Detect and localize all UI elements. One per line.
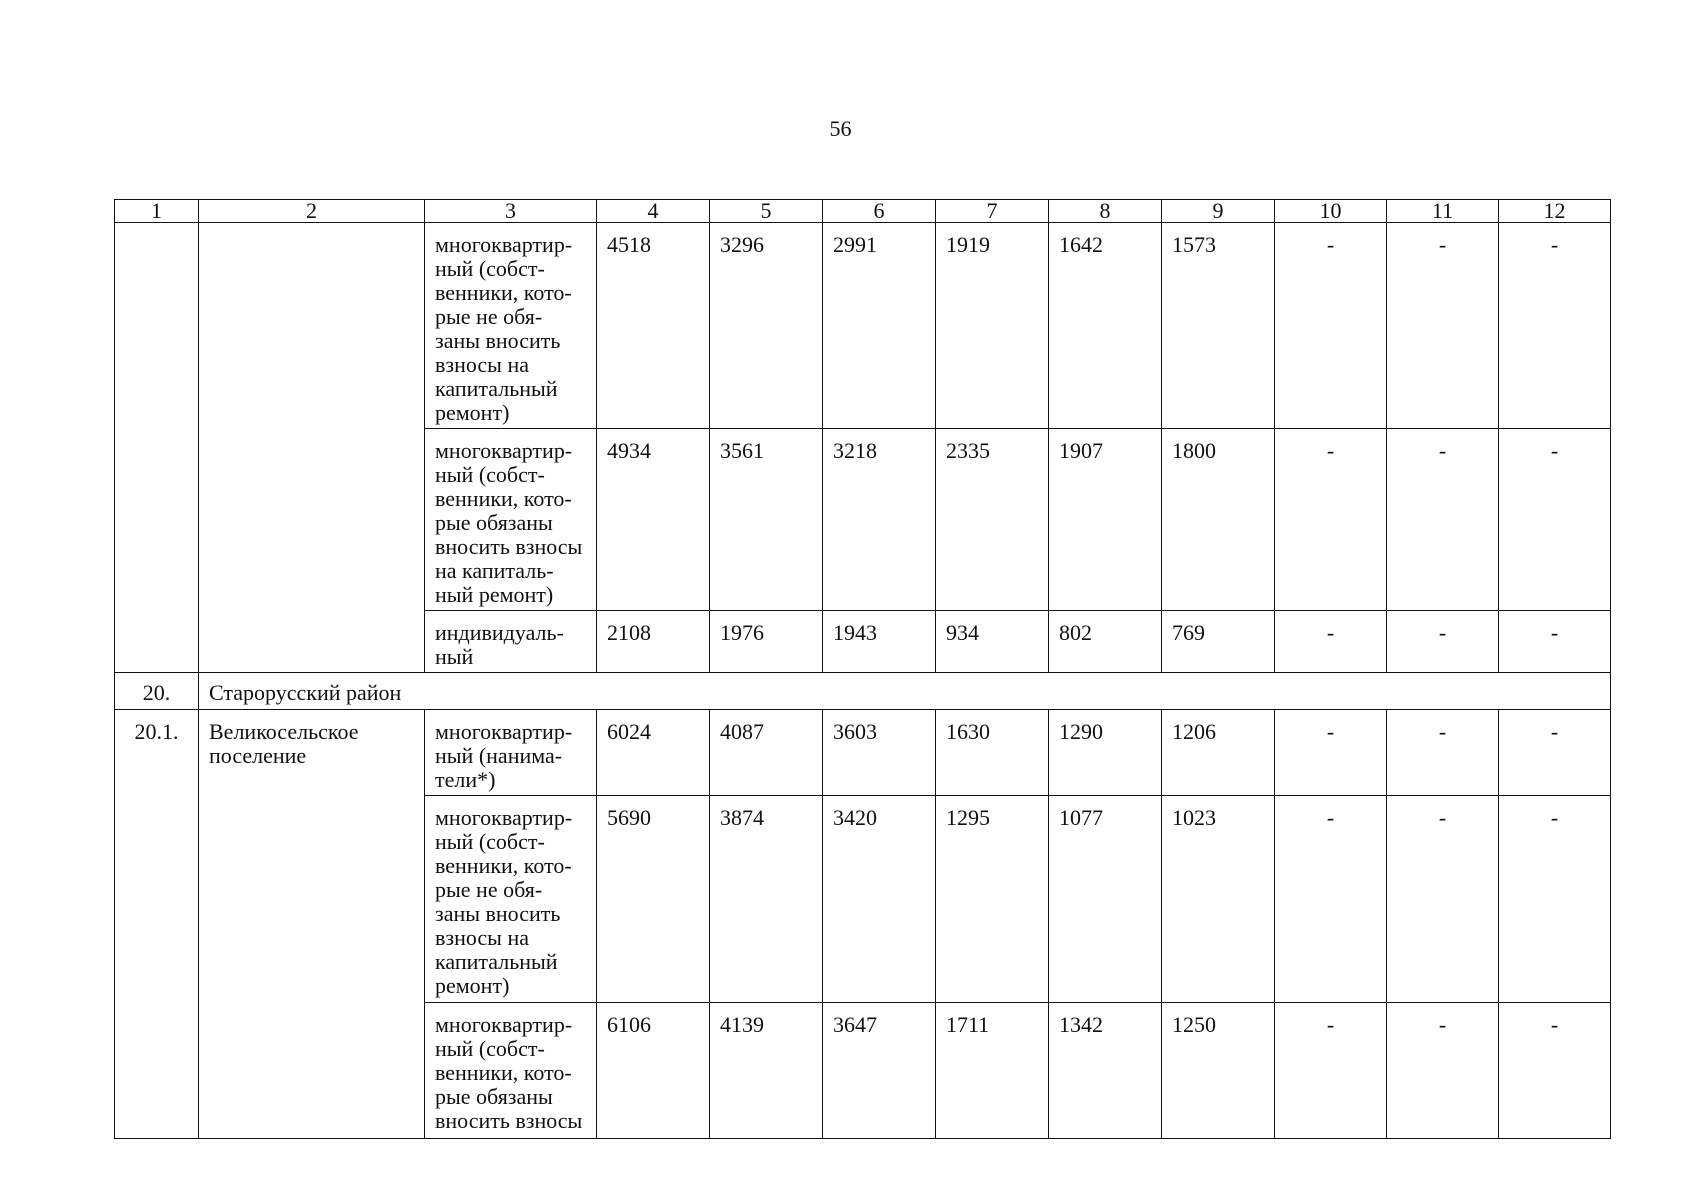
- value-cell: -: [1387, 611, 1499, 673]
- section-title: Старорусский район: [199, 673, 1611, 710]
- value-cell: 1907: [1049, 429, 1162, 611]
- section-index: 20.: [115, 673, 199, 710]
- value-cell: -: [1387, 710, 1499, 796]
- value-cell: -: [1387, 223, 1499, 429]
- value-cell: 3218: [823, 429, 936, 611]
- value-cell: 1642: [1049, 223, 1162, 429]
- value-cell: -: [1275, 1003, 1387, 1139]
- value-cell: 3874: [710, 796, 823, 1003]
- column-number: 8: [1049, 200, 1162, 223]
- value-cell: 1290: [1049, 710, 1162, 796]
- value-cell: -: [1499, 223, 1611, 429]
- value-cell: 1077: [1049, 796, 1162, 1003]
- value-cell: -: [1499, 611, 1611, 673]
- column-number: 5: [710, 200, 823, 223]
- housing-type-cell: многоквартир-ный (собст-венники, кото-рые обязаны вносить взносы: [425, 1003, 597, 1139]
- column-number: 6: [823, 200, 936, 223]
- subsection-title: Великосельское поселение: [199, 710, 425, 1139]
- value-cell: -: [1275, 796, 1387, 1003]
- value-cell: 1250: [1162, 1003, 1275, 1139]
- value-cell: 4087: [710, 710, 823, 796]
- table-row: [115, 223, 1611, 429]
- value-cell: -: [1275, 611, 1387, 673]
- value-cell: 1630: [936, 710, 1049, 796]
- value-cell: -: [1499, 796, 1611, 1003]
- value-cell: 4934: [597, 429, 710, 611]
- column-number: 12: [1499, 200, 1611, 223]
- column-number: 1: [115, 200, 199, 223]
- value-cell: 1342: [1049, 1003, 1162, 1139]
- column-number: 2: [199, 200, 425, 223]
- value-cell: -: [1275, 710, 1387, 796]
- value-cell: -: [1275, 223, 1387, 429]
- value-cell: 1976: [710, 611, 823, 673]
- column-number: 4: [597, 200, 710, 223]
- value-cell: 4139: [710, 1003, 823, 1139]
- column-number: 7: [936, 200, 1049, 223]
- value-cell: 3296: [710, 223, 823, 429]
- value-cell: -: [1387, 1003, 1499, 1139]
- empty-index-cell: [115, 223, 199, 673]
- value-cell: -: [1499, 1003, 1611, 1139]
- value-cell: -: [1499, 710, 1611, 796]
- value-cell: 1800: [1162, 429, 1275, 611]
- column-number: 11: [1387, 200, 1499, 223]
- value-cell: 1295: [936, 796, 1049, 1003]
- value-cell: 2335: [936, 429, 1049, 611]
- column-number: 10: [1275, 200, 1387, 223]
- housing-type-cell: многоквартир-ный (собст-венники, кото-рые не обя-заны вносить взносы на капитальный ремонт): [425, 796, 597, 1003]
- value-cell: 802: [1049, 611, 1162, 673]
- value-cell: 1023: [1162, 796, 1275, 1003]
- value-cell: -: [1275, 429, 1387, 611]
- housing-type-cell: индивидуаль-ный: [425, 611, 597, 673]
- value-cell: 1919: [936, 223, 1049, 429]
- value-cell: -: [1499, 429, 1611, 611]
- value-cell: 2108: [597, 611, 710, 673]
- value-cell: 3561: [710, 429, 823, 611]
- value-cell: 769: [1162, 611, 1275, 673]
- column-number: 9: [1162, 200, 1275, 223]
- value-cell: 1573: [1162, 223, 1275, 429]
- value-cell: 4518: [597, 223, 710, 429]
- table-row: [115, 710, 1611, 796]
- page-number: 56: [829, 116, 852, 141]
- empty-name-cell: [199, 223, 425, 673]
- value-cell: 3603: [823, 710, 936, 796]
- value-cell: 6106: [597, 1003, 710, 1139]
- subsection-index: 20.1.: [115, 710, 199, 1139]
- value-cell: 1943: [823, 611, 936, 673]
- housing-type-cell: многоквартир-ный (собст-венники, кото-рые обязаны вносить взносы на капиталь-ный ремонт): [425, 429, 597, 611]
- value-cell: 5690: [597, 796, 710, 1003]
- section-row: [115, 673, 1611, 710]
- value-cell: 6024: [597, 710, 710, 796]
- value-cell: 3420: [823, 796, 936, 1003]
- housing-type-cell: многоквартир-ный (собст-венники, кото-рые не обя-заны вносить взносы на капитальный ремонт): [425, 223, 597, 429]
- value-cell: 2991: [823, 223, 936, 429]
- column-number: 3: [425, 200, 597, 223]
- value-cell: -: [1387, 429, 1499, 611]
- housing-type-cell: многоквартир-ный (нанима-тели*): [425, 710, 597, 796]
- value-cell: 1711: [936, 1003, 1049, 1139]
- tariff-table: [114, 199, 1611, 1139]
- value-cell: 3647: [823, 1003, 936, 1139]
- value-cell: -: [1387, 796, 1499, 1003]
- value-cell: 1206: [1162, 710, 1275, 796]
- value-cell: 934: [936, 611, 1049, 673]
- column-number-row: [115, 200, 1611, 223]
